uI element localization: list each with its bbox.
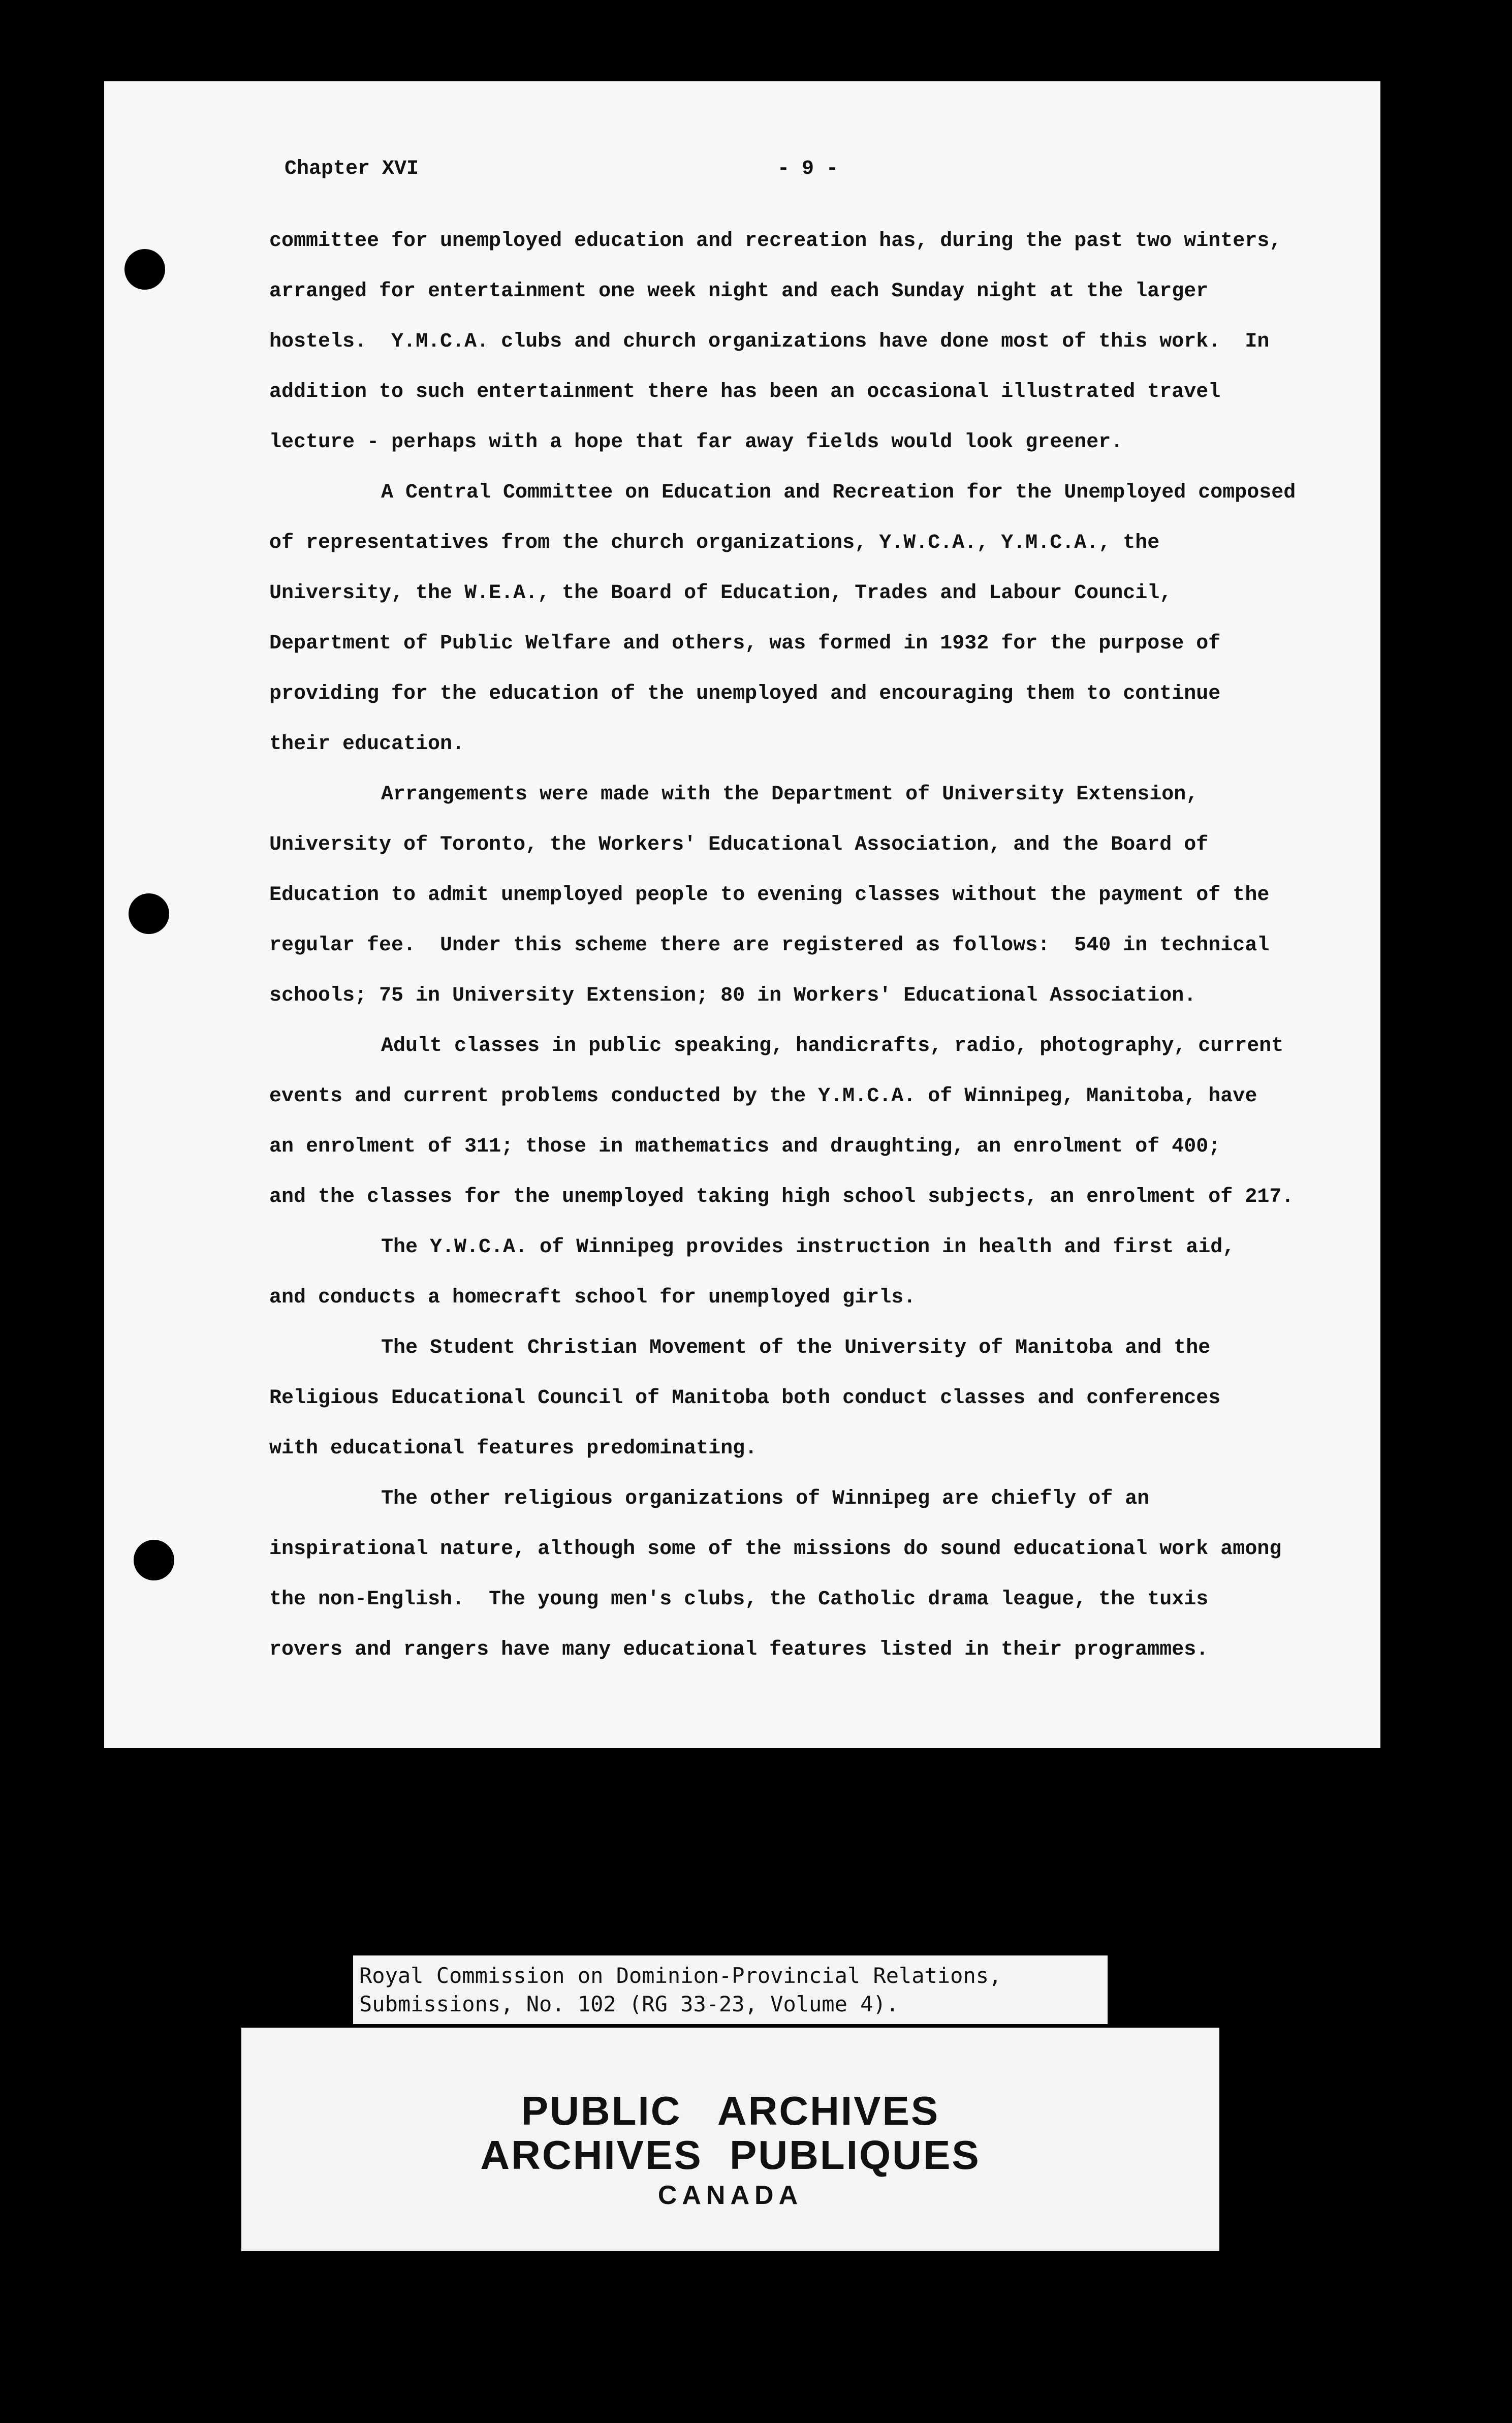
text-line: rovers and rangers have many educational features listed in their programmes. <box>269 1638 1209 1661</box>
text-line: Arrangements were made with the Department of University Extension, <box>381 783 1199 806</box>
text-line: addition to such entertainment there has been an occasional illustrated travel <box>269 381 1221 403</box>
text-line: The Student Christian Movement of the University of Manitoba and the <box>381 1337 1211 1359</box>
stamp-line-1: PUBLIC ARCHIVES <box>521 2088 940 2133</box>
text-line: and conducts a homecraft school for unemployed girls. <box>269 1286 916 1309</box>
text-line: and the classes for the unemployed taking high school subjects, an enrolment of 217. <box>269 1186 1294 1208</box>
text-line: hostels. Y.M.C.A. clubs and church organizations have done most of this work. In <box>269 330 1270 353</box>
text-line: Religious Educational Council of Manitoba both conduct classes and conferences <box>269 1387 1221 1410</box>
text-line: The other religious organizations of Winnipeg are chiefly of an <box>381 1487 1150 1510</box>
text-line: The Y.W.C.A. of Winnipeg provides instruction in health and first aid, <box>381 1236 1235 1259</box>
text-line: Adult classes in public speaking, handicrafts, radio, photography, current <box>381 1035 1284 1058</box>
stamp-line-3: CANADA <box>657 2181 803 2210</box>
punch-hole-middle <box>129 893 169 934</box>
text-line: with educational features predominating. <box>269 1437 758 1460</box>
archive-caption <box>353 1955 1108 2024</box>
document-page <box>104 81 1380 1748</box>
text-line: University of Toronto, the Workers' Educational Association, and the Board of <box>269 833 1209 856</box>
chapter-label: Chapter XVI <box>285 158 419 180</box>
page-number: - 9 - <box>777 158 839 180</box>
text-line: University, the W.E.A., the Board of Education, Trades and Labour Council, <box>269 582 1172 605</box>
caption-line-1: Royal Commission on Dominion-Provincial Relations, <box>359 1963 1002 1988</box>
text-line: schools; 75 in University Extension; 80 in Workers' Educational Association. <box>269 984 1196 1007</box>
archives-stamp <box>241 2028 1219 2251</box>
text-line: an enrolment of 311; those in mathematics and draughting, an enrolment of 400; <box>269 1135 1221 1158</box>
stamp-line-2: ARCHIVES PUBLIQUES <box>480 2132 981 2178</box>
document-body <box>269 216 1336 1675</box>
caption-line-2: Submissions, No. 102 (RG 33-23, Volume 4). <box>359 1992 899 2016</box>
text-line: inspirational nature, although some of the missions do sound educational work among <box>269 1538 1282 1561</box>
text-line: Department of Public Welfare and others, was formed in 1932 for the purpose of <box>269 632 1221 655</box>
text-line: their education. <box>269 733 465 756</box>
text-line: events and current problems conducted by the Y.M.C.A. of Winnipeg, Manitoba, have <box>269 1085 1257 1108</box>
text-line: regular fee. Under this scheme there are registered as follows: 540 in technical <box>269 934 1270 957</box>
text-line: of representatives from the church organizations, Y.W.C.A., Y.M.C.A., the <box>269 532 1160 554</box>
punch-hole-bottom <box>134 1540 174 1580</box>
text-line: the non-English. The young men's clubs, the Catholic drama league, the tuxis <box>269 1588 1209 1611</box>
page-header <box>285 158 1326 193</box>
punch-hole-top <box>124 249 165 290</box>
text-line: providing for the education of the unemployed and encouraging them to continue <box>269 682 1221 705</box>
text-line: A Central Committee on Education and Recreation for the Unemployed composed <box>381 481 1296 504</box>
text-line: committee for unemployed education and recreation has, during the past two winters, <box>269 230 1282 253</box>
text-line: lecture - perhaps with a hope that far away fields would look greener. <box>269 431 1123 454</box>
text-line: Education to admit unemployed people to evening classes without the payment of the <box>269 884 1270 907</box>
text-line: arranged for entertainment one week night and each Sunday night at the larger <box>269 280 1209 303</box>
